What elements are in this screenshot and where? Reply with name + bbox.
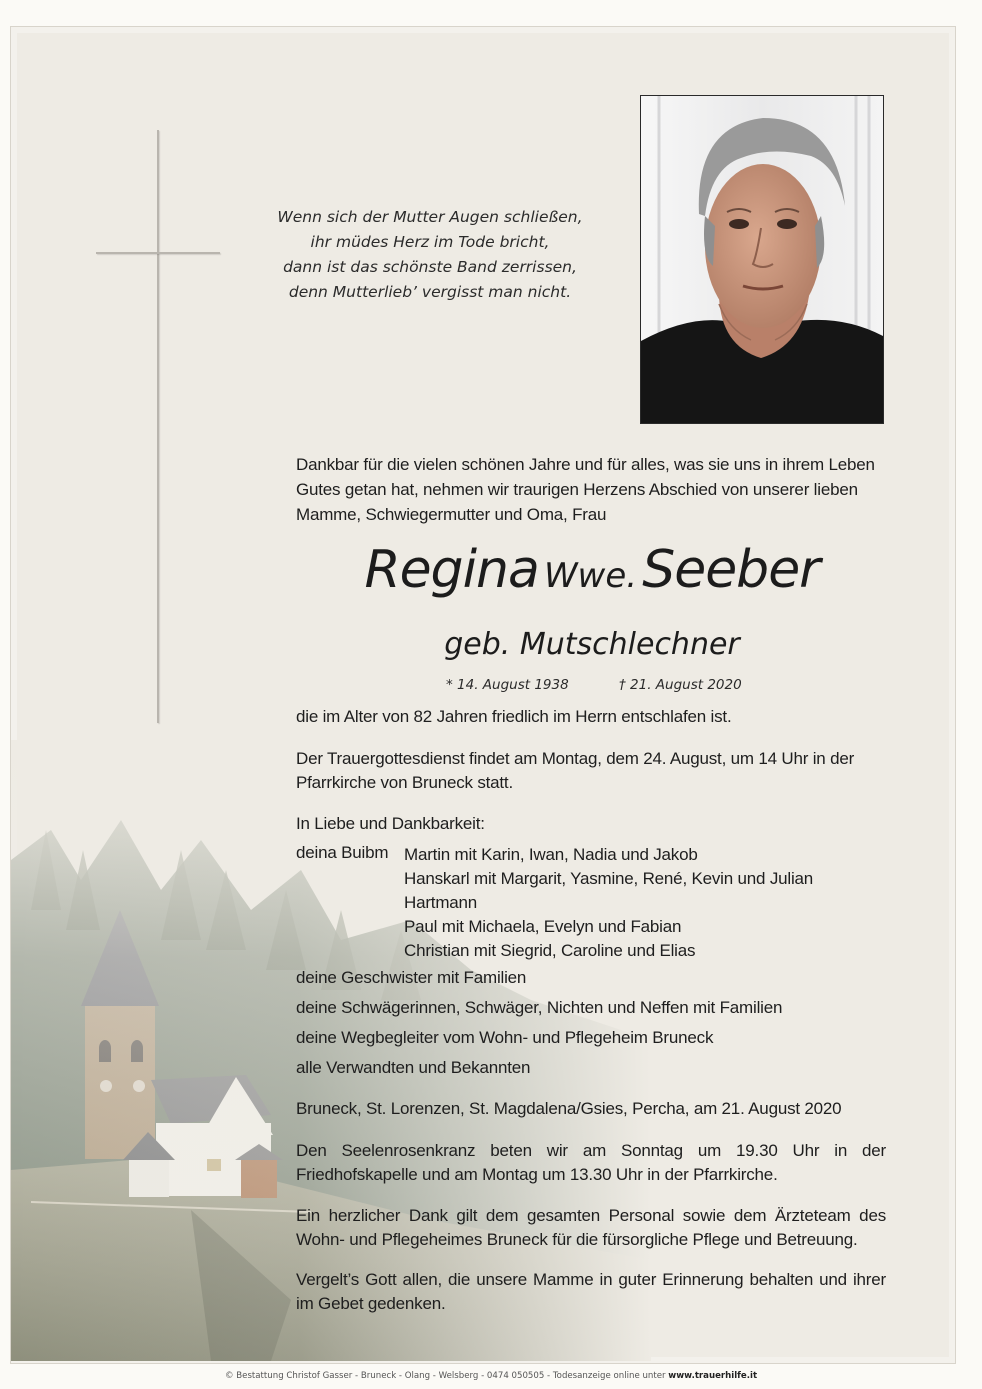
children-label: deina Buibm xyxy=(296,843,389,862)
mourner-group: alle Verwandten und Bekannten xyxy=(296,1058,531,1077)
mourner-group: deine Geschwister mit Familien xyxy=(296,968,527,987)
intro-line: Mamme, Schwiegermutter und Oma, Frau xyxy=(296,505,607,524)
thanks-line: Ein herzlicher Dank gilt dem gesamten Personal sowie dem Ärzteteam des xyxy=(296,1206,886,1225)
thanks-line: Wohn- und Pflegeheimes Bruneck für die fürsorgliche Pflege und Betreuung. xyxy=(296,1230,858,1249)
list-item: Christian mit Siegrid, Caroline und Elias xyxy=(404,941,696,960)
maiden-name: geb. Mutschlechner xyxy=(444,627,740,662)
closing-line: im Gebet gedenken. xyxy=(296,1294,446,1313)
birth-date: * 14. August 1938 xyxy=(446,677,569,693)
cross-horizontal-bar xyxy=(96,252,220,254)
intro-line: Gutes getan hat, nehmen wir traurigen Herzens Abschied von unserer lieben xyxy=(296,480,858,499)
mourner-group: deine Schwägerinnen, Schwäger, Nichten und Neffen mit Familien xyxy=(296,998,783,1017)
poem-line: Wenn sich der Mutter Augen schließen, xyxy=(277,208,583,226)
mourners-heading: In Liebe und Dankbarkeit: xyxy=(296,814,485,833)
closing-text xyxy=(296,1268,886,1316)
footer xyxy=(0,1371,982,1381)
age-line: die im Alter von 82 Jahren friedlich im Herrn entschlafen ist. xyxy=(296,707,732,726)
deceased-name xyxy=(296,540,888,600)
footer-text: © Bestattung Christof Gasser - Bruneck - Olang - Welsberg - 0474 050505 - Todesanzeige online unter xyxy=(224,1371,666,1381)
first-name: Regina xyxy=(364,540,539,600)
death-date: † 21. August 2020 xyxy=(619,677,742,693)
rosary-info xyxy=(296,1139,886,1187)
list-item: Hanskarl mit Margarit, Yasmine, René, Kevin und Julian xyxy=(404,869,814,888)
cross-vertical-bar xyxy=(157,130,159,723)
intro-line: Dankbar für die vielen schönen Jahre und für alles, was sie uns in ihrem Leben xyxy=(296,455,875,474)
poem-line: denn Mutterlieb’ vergisst man nicht. xyxy=(288,283,572,301)
rosary-line: Den Seelenrosenkranz beten wir am Sonntag um 19.30 Uhr in der xyxy=(296,1141,886,1160)
footer-link[interactable]: www.trauerhilfe.it xyxy=(668,1371,758,1381)
funeral-info xyxy=(296,747,886,795)
portrait-photo xyxy=(640,95,884,424)
poem-line: ihr müdes Herz im Tode bricht, xyxy=(310,233,550,251)
intro-text xyxy=(296,452,888,527)
list-item: Paul mit Michaela, Evelyn und Fabian xyxy=(404,917,682,936)
mourner-group: deine Wegbegleiter vom Wohn- und Pflegeheim Bruneck xyxy=(296,1028,714,1047)
list-item: Martin mit Karin, Iwan, Nadia und Jakob xyxy=(404,845,698,864)
list-item: Hartmann xyxy=(404,893,478,912)
funeral-line: Pfarrkirche von Bruneck statt. xyxy=(296,773,513,792)
rosary-line: Friedhofskapelle und am Montag um 13.30 Uhr in der Pfarrkirche. xyxy=(296,1165,778,1184)
closing-line: Vergelt’s Gott allen, die unsere Mamme in guter Erinnerung behalten und ihrer xyxy=(296,1270,886,1289)
last-name: Seeber xyxy=(642,540,820,600)
children-list xyxy=(404,843,813,963)
poem-line: dann ist das schönste Band zerrissen, xyxy=(283,258,577,276)
memorial-poem xyxy=(270,205,590,305)
widow-prefix: Wwe. xyxy=(543,556,638,596)
funeral-line: Der Trauergottesdienst findet am Montag, dem 24. August, um 14 Uhr in der xyxy=(296,749,855,768)
place-date: Bruneck, St. Lorenzen, St. Magdalena/Gsies, Percha, am 21. August 2020 xyxy=(296,1099,842,1118)
thanks-info xyxy=(296,1204,886,1252)
